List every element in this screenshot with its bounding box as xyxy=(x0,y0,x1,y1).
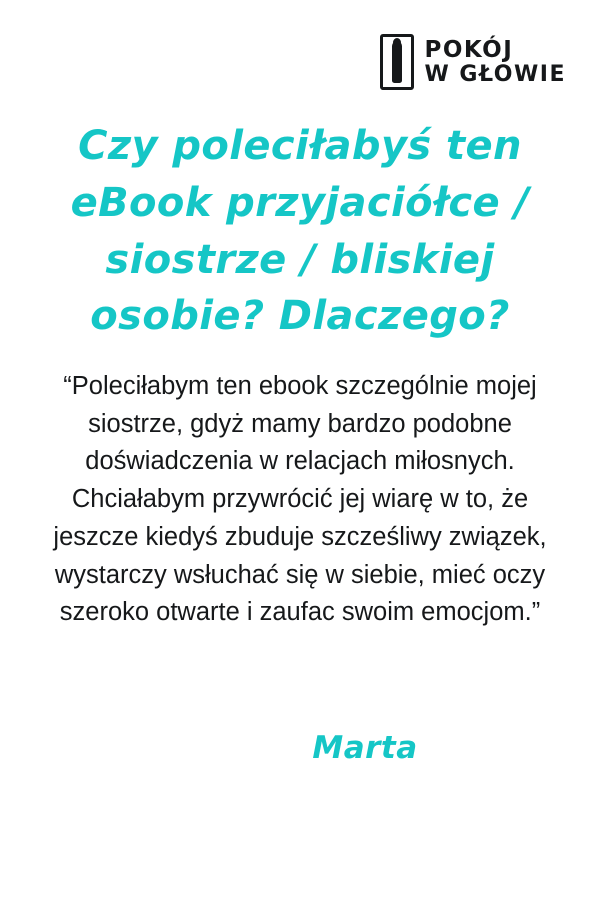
brand-logo-line1: POKÓJ xyxy=(424,36,514,63)
testimonial-quote: “Poleciłabym ten ebook szczególnie mojej siostrze, gdyż mamy bardzo podobne doświadczenia w relacjach miłosnych. Chciałabym przywrócić jej wiarę w to, że jeszcze kiedyś zbuduje szcześliwy związek, wystarczy wsłuchać się w siebie, mieć oczy szeroko otwarte i zaufac swoim emocjom.” xyxy=(53,372,547,627)
brand-logo xyxy=(380,34,566,90)
brand-logo-text xyxy=(424,38,566,87)
question-heading: Czy poleciłabyś ten eBook przyjaciółce / siostrze / bliskiej osobie? Dlaczego? xyxy=(70,123,530,340)
person-in-frame-icon xyxy=(380,34,414,90)
brand-logo-line2: W GŁOWIE xyxy=(424,61,566,87)
logo-figure-shape xyxy=(392,41,402,83)
testimonial-author: Marta xyxy=(312,730,418,766)
